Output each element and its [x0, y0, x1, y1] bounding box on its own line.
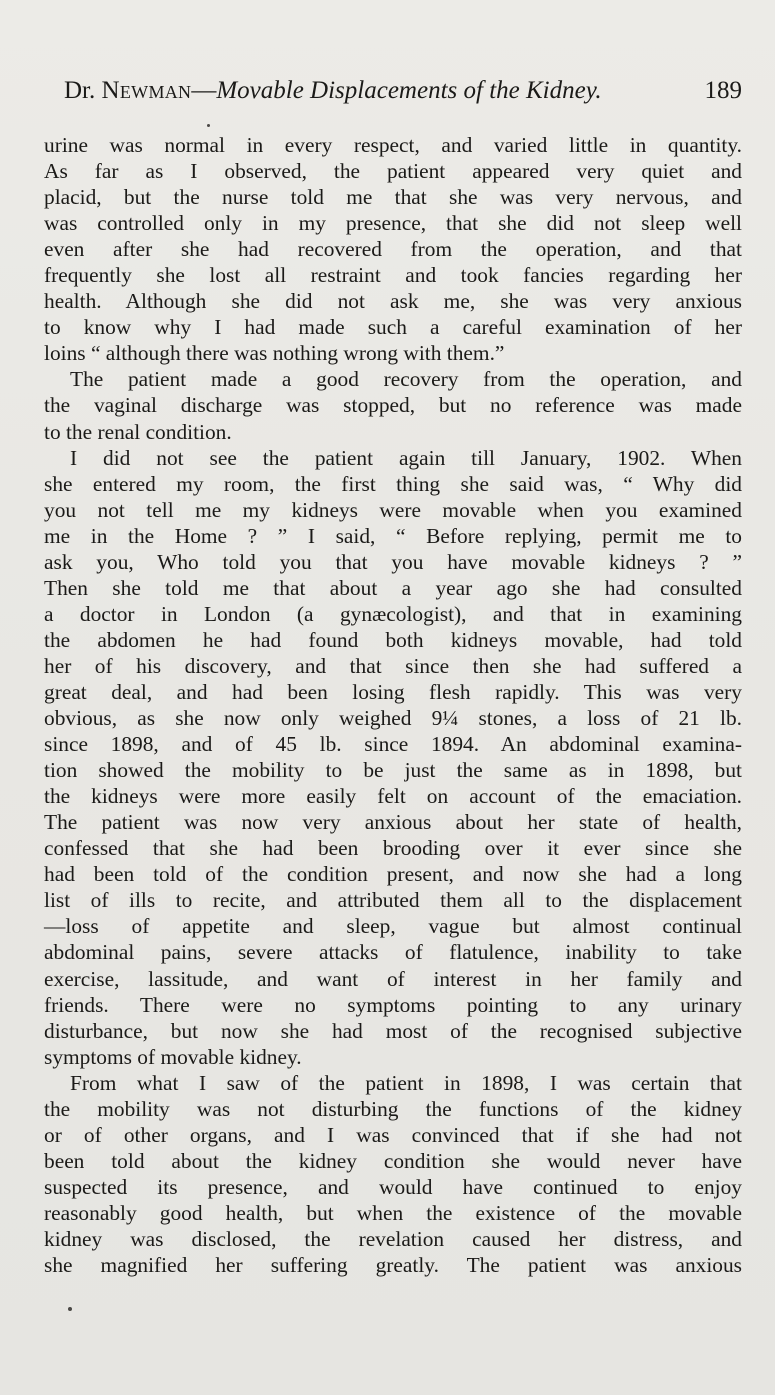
- text-line: was controlled only in my presence, that she did not sleep well: [44, 211, 742, 236]
- text-line: great deal, and had been losing flesh rapidly. This was very: [44, 679, 742, 704]
- author-name: Newman: [101, 77, 192, 104]
- text-line: kidney was disclosed, the revelation caused her distress, and: [44, 1226, 742, 1251]
- text-line: —loss of appetite and sleep, vague but almost continual: [44, 914, 742, 939]
- body-text: [44, 132, 742, 1278]
- text-line: The patient was now very anxious about her state of health,: [44, 810, 742, 835]
- ink-speck: [207, 124, 210, 127]
- text-line: frequently she lost all restraint and took fancies regarding her: [44, 263, 742, 288]
- text-line: the kidneys were more easily felt on account of the emaciation.: [44, 784, 742, 809]
- ink-speck: [68, 1307, 72, 1311]
- text-line: ask you, Who told you that you have movable kidneys ? ”: [44, 549, 742, 574]
- text-line: her of his discovery, and that since then she had suffered a: [44, 653, 742, 678]
- text-line: been told about the kidney condition she would never have: [44, 1148, 742, 1173]
- text-line: since 1898, and of 45 lb. since 1894. An abdominal examina-: [44, 732, 742, 757]
- text-line: had been told of the condition present, and now she had a long: [44, 862, 742, 887]
- text-line: or of other organs, and I was convinced that if she had not: [44, 1122, 742, 1147]
- text-line: she magnified her suffering greatly. The patient was anxious: [44, 1253, 742, 1278]
- text-line: the mobility was not disturbing the functions of the kidney: [44, 1096, 742, 1121]
- text-line: tion showed the mobility to be just the same as in 1898, but: [44, 758, 742, 783]
- running-head: [64, 73, 742, 109]
- text-line: the vaginal discharge was stopped, but no reference was made: [44, 393, 742, 418]
- text-line: urine was normal in every respect, and varied little in quantity.: [44, 133, 742, 157]
- text-line: suspected its presence, and would have continued to enjoy: [44, 1174, 742, 1199]
- text-line: the abdomen he had found both kidneys movable, had told: [44, 627, 742, 652]
- text-line: obvious, as she now only weighed 9¼ stones, a loss of 21 lb.: [44, 706, 742, 731]
- text-line: you not tell me my kidneys were movable when you examined: [44, 497, 742, 522]
- text-line: From what I saw of the patient in 1898, I was certain that: [70, 1070, 742, 1095]
- text-line: abdominal pains, severe attacks of flatulence, inability to take: [44, 940, 742, 965]
- text-line: As far as I observed, the patient appeared very quiet and: [44, 159, 742, 184]
- text-line: me in the Home ? ” I said, “ Before replying, permit me to: [44, 523, 742, 548]
- text-line: to know why I had made such a careful examination of her: [44, 315, 742, 340]
- text-line: disturbance, but now she had most of the recognised subjective: [44, 1018, 742, 1043]
- header-separator: —: [191, 77, 217, 104]
- text-line: friends. There were no symptoms pointing to any urinary: [44, 992, 742, 1017]
- text-line: she entered my room, the first thing she said was, “ Why did: [44, 471, 742, 496]
- text-line: I did not see the patient again till January, 1902. When: [70, 445, 742, 470]
- text-line: even after she had recovered from the operation, and that: [44, 237, 742, 262]
- text-line: The patient made a good recovery from the operation, and: [70, 367, 742, 392]
- text-line: exercise, lassitude, and want of interest in her family and: [44, 966, 742, 991]
- text-line: to the renal condition.: [44, 419, 232, 444]
- text-line: symptoms of movable kidney.: [44, 1044, 302, 1069]
- text-line: confessed that she had been brooding over it ever since she: [44, 836, 742, 861]
- text-line: Then she told me that about a year ago she had consulted: [44, 575, 742, 600]
- article-title: Movable Displacements of the Kidney.: [216, 77, 602, 104]
- running-head-author-title: [64, 73, 602, 109]
- text-line: loins “ although there was nothing wrong with them.”: [44, 341, 505, 366]
- text-line: a doctor in London (a gynæcologist), and that in examining: [44, 601, 742, 626]
- text-line: reasonably good health, but when the existence of the movable: [44, 1200, 742, 1225]
- author-prefix: Dr.: [64, 77, 96, 104]
- text-line: list of ills to recite, and attributed them all to the displacement: [44, 888, 742, 913]
- page-number: 189: [704, 77, 742, 104]
- text-line: placid, but the nurse told me that she was very nervous, and: [44, 185, 742, 210]
- text-line: health. Although she did not ask me, she was very anxious: [44, 289, 742, 314]
